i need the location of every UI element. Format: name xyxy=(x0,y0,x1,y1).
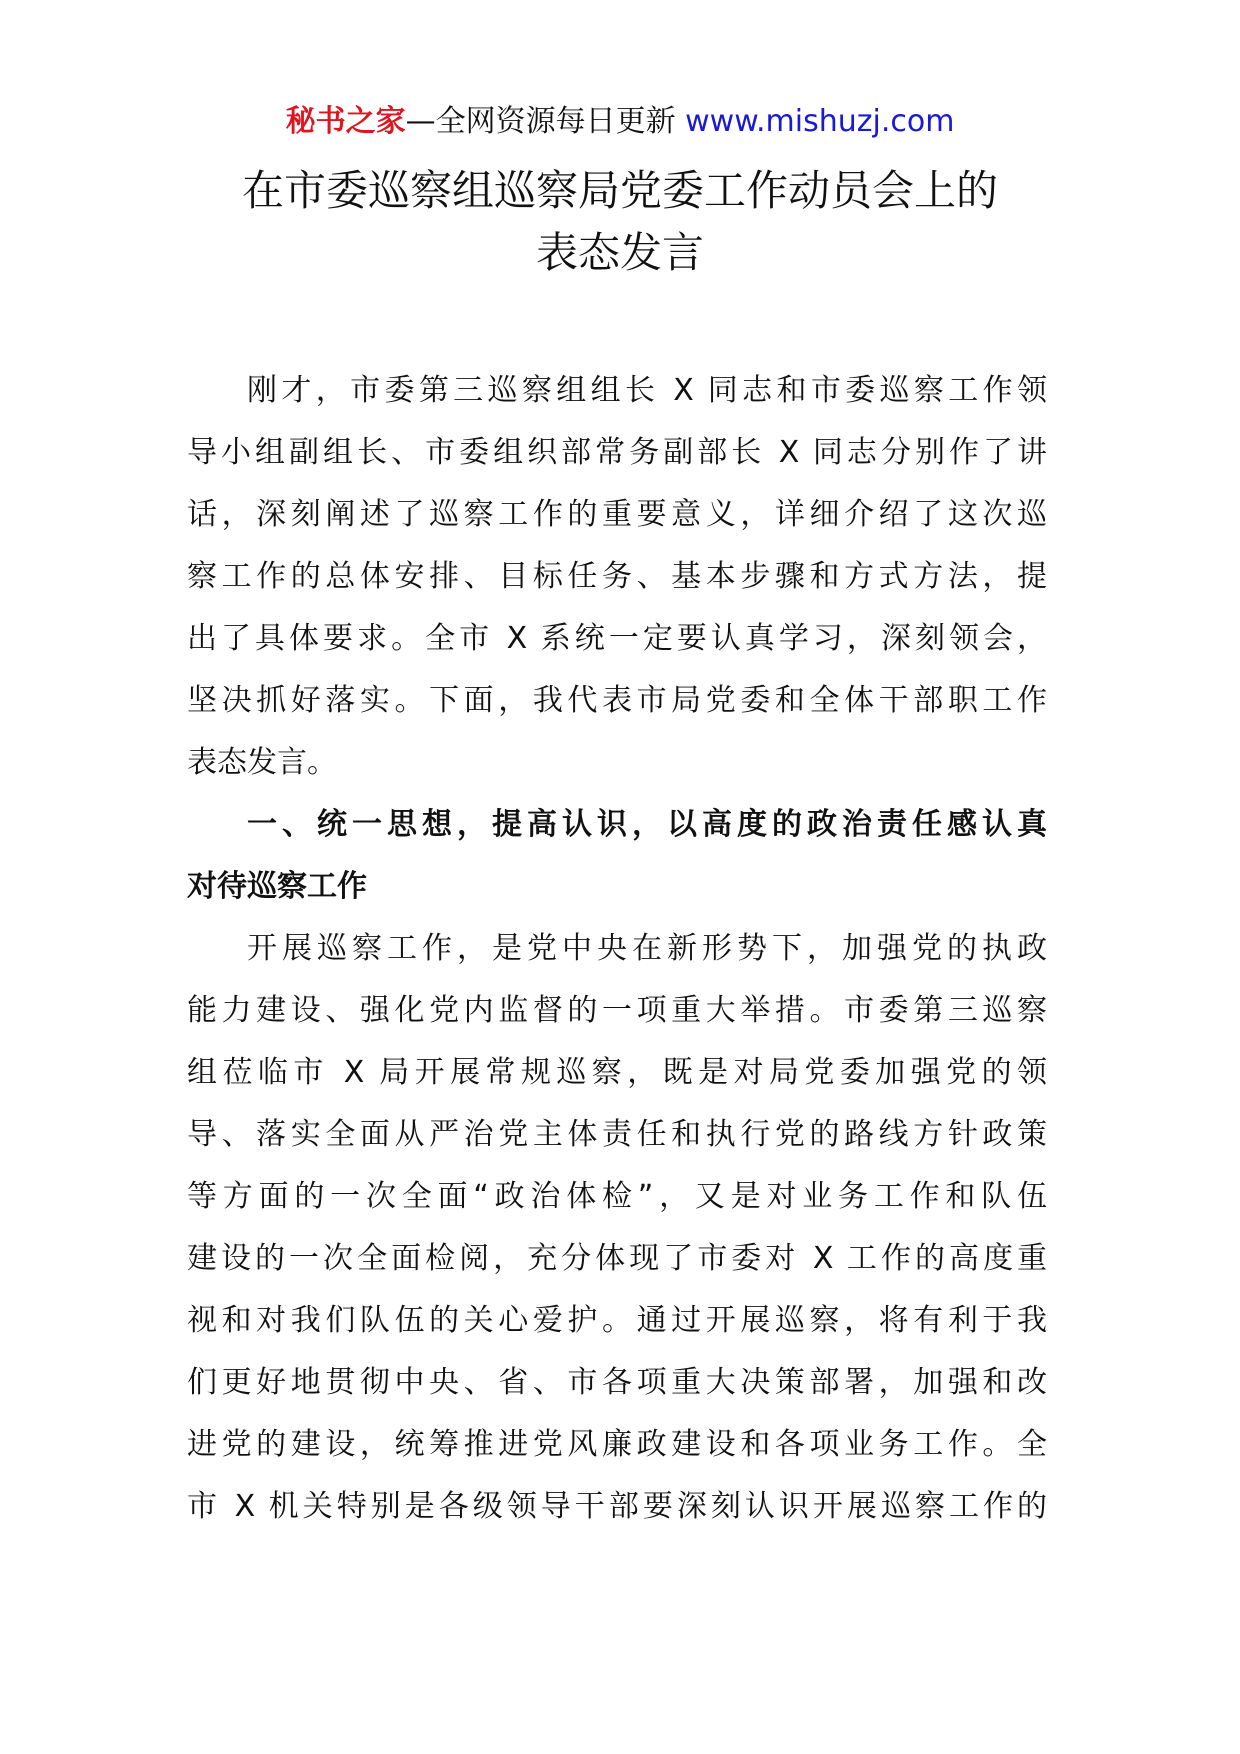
document-body xyxy=(187,360,1047,1538)
paragraph-line: 话，深刻阐述了巡察工作的重要意义，详细介绍了这次巡 xyxy=(187,497,1047,532)
paragraph-line: 导小组副组长、市委组织部常务副部长 X 同志分别作了讲 xyxy=(187,435,1047,470)
site-url-link[interactable]: www.mishuzj.com xyxy=(685,104,955,139)
title-line-1: 在市委巡察组巡察局党委工作动员会上的 xyxy=(241,166,998,215)
paragraph-line: 建设的一次全面检阅，充分体现了市委对 X 工作的高度重 xyxy=(187,1241,1047,1276)
paragraph-line: 察工作的总体安排、目标任务、基本步骤和方式方法，提 xyxy=(187,559,1047,594)
paragraph-line: 坚决抓好落实。下面，我代表市局党委和全体干部职工作 xyxy=(187,683,1047,718)
section-heading-line: 一、统一思想，提高认识，以高度的政治责任感认真 xyxy=(247,807,1047,842)
paragraph-line: 能力建设、强化党内监督的一项重大举措。市委第三巡察 xyxy=(187,993,1047,1028)
paragraph-line: 出了具体要求。全市 X 系统一定要认真学习，深刻领会， xyxy=(187,621,1047,656)
document-title xyxy=(140,160,1100,284)
section-heading-line: 对待巡察工作 xyxy=(187,869,367,904)
brand-name: 秘书之家 xyxy=(285,104,406,139)
paragraph-line: 市 X 机关特别是各级领导干部要深刻认识开展巡察工作的 xyxy=(187,1489,1047,1524)
paragraph-line: 等方面的一次全面“政治体检”，又是对业务工作和队伍 xyxy=(187,1179,1047,1214)
title-line-2: 表态发言 xyxy=(535,228,704,277)
paragraph-line: 开展巡察工作，是党中央在新形势下，加强党的执政 xyxy=(247,931,1047,966)
paragraph-line: 表态发言。 xyxy=(187,745,337,780)
paragraph-line: 们更好地贯彻中央、省、市各项重大决策部署，加强和改 xyxy=(187,1365,1047,1400)
paragraph-line: 组莅临市 X 局开展常规巡察，既是对局党委加强党的领 xyxy=(187,1055,1047,1090)
paragraph-line: 进党的建设，统筹推进党风廉政建设和各项业务工作。全 xyxy=(187,1427,1047,1462)
paragraph-line: 视和对我们队伍的关心爱护。通过开展巡察，将有利于我 xyxy=(187,1303,1047,1338)
header-tagline: —全网资源每日更新 xyxy=(405,104,686,139)
paragraph-line: 刚才，市委第三巡察组组长 X 同志和市委巡察工作领 xyxy=(247,373,1047,408)
paragraph-line: 导、落实全面从严治党主体责任和执行党的路线方针政策 xyxy=(187,1117,1047,1152)
site-header xyxy=(0,100,1240,144)
